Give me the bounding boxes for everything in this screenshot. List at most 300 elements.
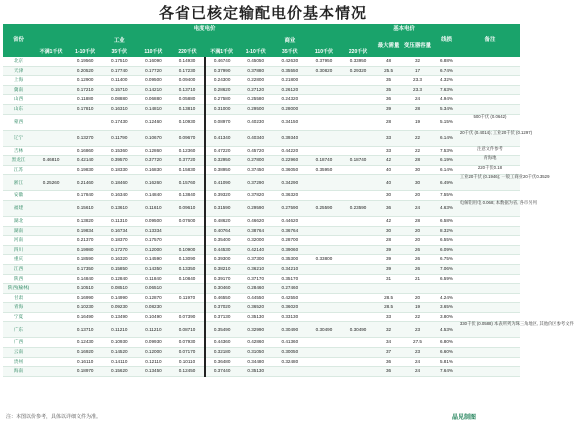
commerce-price-cell: 0.23590 (341, 200, 375, 216)
commerce-price-cell: 0.28000 (273, 104, 307, 114)
price-table (3, 24, 574, 377)
commerce-price-cell (307, 284, 341, 294)
max-demand-cell: 25.5 (375, 66, 402, 76)
commerce-price-cell (307, 226, 341, 236)
commerce-price-cell: 0.28460 (239, 284, 273, 294)
industry-price-cell: 0.11210 (102, 322, 136, 338)
industry-price-cell: 0.16490 (68, 312, 102, 322)
commerce-price-cell: 0.38210 (205, 264, 239, 274)
line-loss-cell: 3.80% (433, 312, 460, 322)
commerce-price-cell: 0.37020 (205, 303, 239, 313)
industry-price-cell: 0.07390 (170, 312, 204, 322)
industry-price-cell: 0.11840 (136, 274, 170, 284)
transformer-capacity-cell: 23.3 (402, 85, 433, 95)
remark-cell (460, 303, 520, 313)
commerce-price-cell: 0.45720 (239, 146, 273, 156)
commerce-price-cell: 0.37290 (239, 175, 273, 191)
commerce-price-cell: 0.40230 (239, 114, 273, 130)
max-demand-cell: 30 (375, 191, 402, 201)
transformer-capacity-cell: 24 (402, 200, 433, 216)
province-cell: 广东 (3, 322, 34, 338)
province-cell: 海南 (3, 367, 34, 377)
commerce-price-cell: 0.44220 (273, 146, 307, 156)
industry-price-cell: 0.18590 (68, 255, 102, 265)
commerce-price-cell (341, 255, 375, 265)
table-row (3, 264, 520, 274)
table-body (3, 57, 574, 376)
commerce-price-cell (307, 130, 341, 146)
commerce-price-cell (341, 165, 375, 175)
max-demand-cell: 28 (375, 114, 402, 130)
line-loss-cell: 6.75% (433, 255, 460, 265)
transformer-capacity-cell: 24 (402, 367, 433, 377)
commerce-price-cell: 0.27800 (239, 156, 273, 166)
remark-cell (460, 57, 520, 66)
industry-price-cell: 0.10900 (170, 245, 204, 255)
province-cell: 冀南 (3, 85, 34, 95)
commerce-price-cell: 0.35950 (307, 165, 341, 175)
max-demand-cell: 39 (375, 264, 402, 274)
line-loss-cell: 8.32% (433, 226, 460, 236)
commerce-price-cell: 0.34480 (239, 357, 273, 367)
commerce-price-cell: 0.39340 (273, 130, 307, 146)
credit: 晶见制图 (452, 415, 477, 421)
line-loss-cell: 5.15% (433, 114, 460, 130)
remark-cell (460, 264, 520, 274)
commerce-price-cell (341, 245, 375, 255)
province-cell: 湖北 (3, 216, 34, 226)
industry-price-cell: 0.14810 (136, 104, 170, 114)
industry-price-cell (34, 76, 68, 86)
commerce-price-cell: 0.39320 (205, 191, 239, 201)
commerce-price-cell (341, 114, 375, 130)
commerce-price-cell: 0.40340 (239, 130, 273, 146)
header-province: 省份 (3, 24, 34, 57)
industry-price-cell: 0.42140 (68, 156, 102, 166)
industry-price-cell: 0.13334 (136, 226, 170, 236)
transformer-capacity-cell: 23.3 (402, 76, 433, 86)
table-row (3, 322, 520, 338)
industry-price-cell (34, 216, 68, 226)
remark-cell (460, 85, 520, 95)
commerce-price-cell (341, 216, 375, 226)
max-demand-cell: 36 (375, 357, 402, 367)
commerce-price-cell (341, 85, 375, 95)
industry-price-cell: 0.09670 (170, 130, 204, 146)
commerce-price-cell: 0.22960 (273, 156, 307, 166)
industry-price-cell: 0.06510 (136, 284, 170, 294)
industry-price-cell (68, 114, 102, 130)
commerce-price-cell (341, 367, 375, 377)
commerce-price-cell (341, 303, 375, 313)
table-row (3, 165, 520, 175)
table-row (3, 146, 520, 156)
transformer-capacity-cell: 26 (402, 264, 433, 274)
industry-price-cell (34, 255, 68, 265)
line-loss-cell: 6.80% (433, 338, 460, 348)
commerce-price-cell (341, 104, 375, 114)
table-row (3, 245, 520, 255)
header-line-loss: 线损 (433, 24, 460, 57)
industry-price-cell: 0.17350 (68, 264, 102, 274)
commerce-price-cell: 0.27120 (239, 85, 273, 95)
commerce-price-cell (307, 216, 341, 226)
industry-price-cell: 0.37720 (170, 156, 204, 166)
remark-cell (460, 348, 520, 358)
commerce-price-cell: 0.24320 (273, 95, 307, 105)
remark-cell: 工业20千伏 (0.1946); 一般工商业20千伏0.3529 (460, 175, 520, 191)
table-row (3, 175, 520, 191)
industry-price-cell: 0.12360 (170, 146, 204, 156)
transformer-capacity-cell: 28 (402, 104, 433, 114)
industry-price-cell: 0.11970 (170, 293, 204, 303)
commerce-price-cell (341, 274, 375, 284)
table-row (3, 216, 520, 226)
max-demand-cell: 42 (375, 156, 402, 166)
industry-price-cell: 0.19980 (68, 245, 102, 255)
remark-cell (460, 66, 520, 76)
transformer-capacity-cell: 20 (402, 293, 433, 303)
province-cell: 山西 (3, 95, 34, 105)
commerce-price-cell: 0.30490 (341, 322, 375, 338)
province-cell: 浙江 (3, 175, 34, 191)
max-demand-cell: 40 (375, 175, 402, 191)
industry-price-cell (34, 200, 68, 216)
commerce-price-cell: 0.36050 (273, 165, 307, 175)
max-demand-cell: 35 (375, 76, 402, 86)
table-row (3, 293, 520, 303)
commerce-price-cell (341, 338, 375, 348)
table-row (3, 274, 520, 284)
table-row (3, 57, 520, 66)
commerce-price-cell: 0.29590 (239, 200, 273, 216)
industry-price-cell: 0.13090 (170, 255, 204, 265)
industry-price-cell (170, 303, 204, 313)
commerce-price-cell: 0.25590 (307, 200, 341, 216)
commerce-price-cell: 0.46620 (239, 216, 273, 226)
industry-price-cell: 0.18460 (102, 175, 136, 191)
commerce-price-cell: 0.22800 (239, 76, 273, 86)
industry-price-cell: 0.17810 (68, 104, 102, 114)
commerce-price-cell (307, 175, 341, 191)
industry-price-cell: 0.17270 (102, 245, 136, 255)
industry-price-cell: 0.11610 (136, 200, 170, 216)
industry-price-cell (34, 165, 68, 175)
remark-cell: 330千伏 (0.0588) 本表所列为珠三角地区, 其他价区参考文件 (460, 322, 520, 338)
industry-price-cell: 0.17840 (68, 191, 102, 201)
commerce-price-cell: 0.29500 (239, 104, 273, 114)
line-loss-cell: 6.09% (433, 245, 460, 255)
commerce-price-cell (307, 146, 341, 156)
commerce-price-cell: 0.32000 (239, 236, 273, 246)
table-row (3, 200, 520, 216)
transformer-capacity-cell: 28 (402, 216, 433, 226)
commerce-price-cell (307, 338, 341, 348)
commerce-price-cell: 0.40764 (205, 226, 239, 236)
commerce-price-cell: 0.42140 (239, 245, 273, 255)
commerce-price-cell: 0.26120 (273, 85, 307, 95)
industry-price-cell (34, 130, 68, 146)
commerce-price-cell: 0.30820 (307, 66, 341, 76)
transformer-capacity-cell: 30 (402, 175, 433, 191)
industry-price-cell: 0.09400 (170, 76, 204, 86)
industry-price-cell: 0.11880 (68, 95, 102, 105)
commerce-price-cell (307, 191, 341, 201)
remark-cell: 注意文件参考 (460, 146, 520, 156)
province-cell: 贵州 (3, 357, 34, 367)
header-industry: 工业 (34, 36, 205, 47)
industry-price-cell: 0.16260 (136, 175, 170, 191)
industry-price-cell: 0.12430 (68, 338, 102, 348)
industry-price-cell: 0.05880 (170, 95, 204, 105)
commerce-price-cell: 0.18740 (341, 156, 375, 166)
industry-price-cell: 0.11790 (102, 130, 136, 146)
industry-price-cell: 0.10670 (136, 130, 170, 146)
industry-price-cell: 0.17720 (136, 66, 170, 76)
commerce-price-cell: 0.28620 (205, 85, 239, 95)
max-demand-cell: 36 (375, 95, 402, 105)
industry-price-cell: 0.14840 (68, 274, 102, 284)
industry-price-cell (34, 322, 68, 338)
max-demand-cell (375, 284, 402, 294)
industry-price-cell: 0.17230 (170, 66, 204, 76)
commerce-price-cell (341, 312, 375, 322)
industry-price-cell (34, 357, 68, 367)
industry-price-cell (34, 312, 68, 322)
commerce-price-cell (341, 226, 375, 236)
industry-price-cell: 0.12900 (68, 76, 102, 86)
commerce-price-cell (307, 274, 341, 284)
transformer-capacity-cell: 28 (402, 156, 433, 166)
commerce-price-cell (307, 85, 341, 95)
industry-price-cell (34, 284, 68, 294)
line-loss-cell: 3.65% (433, 303, 460, 313)
commerce-price-cell: 0.34290 (273, 175, 307, 191)
industry-price-cell: 0.12000 (136, 245, 170, 255)
industry-price-cell (34, 264, 68, 274)
commerce-price-cell: 0.31590 (205, 200, 239, 216)
max-demand-cell: 31 (375, 274, 402, 284)
province-cell: 江西 (3, 264, 34, 274)
industry-price-cell: 0.14590 (136, 255, 170, 265)
industry-price-cell: 0.16990 (68, 293, 102, 303)
header-basic-price: 基本电价 (375, 24, 433, 36)
transformer-capacity-cell: 26 (402, 245, 433, 255)
province-cell: 天津 (3, 66, 34, 76)
industry-price-cell: 0.17740 (102, 66, 136, 76)
remark-cell (460, 293, 520, 303)
industry-price-cell: 0.14990 (102, 293, 136, 303)
commerce-price-cell (307, 114, 341, 130)
industry-price-cell: 0.13710 (68, 322, 102, 338)
commerce-price-cell (341, 357, 375, 367)
industry-price-cell: 0.10840 (170, 274, 204, 284)
table-row (3, 236, 520, 246)
transformer-capacity-cell: 20 (402, 226, 433, 236)
industry-price-cell: 0.13710 (170, 85, 204, 95)
remark-cell (460, 76, 520, 86)
industry-price-cell (34, 303, 68, 313)
commerce-price-cell: 0.18740 (307, 156, 341, 166)
industry-price-cell: 0.13820 (68, 216, 102, 226)
commerce-price-cell: 0.44360 (205, 338, 239, 348)
industry-price-cell: 0.16110 (68, 357, 102, 367)
commerce-price-cell: 0.30050 (273, 348, 307, 358)
table-row (3, 226, 520, 236)
max-demand-cell: 39 (375, 255, 402, 265)
commerce-price-cell (341, 146, 375, 156)
commerce-price-cell (341, 130, 375, 146)
remark-cell: 500千伏 (0.0642) (460, 114, 520, 130)
transformer-capacity-cell: 24 (402, 357, 433, 367)
max-demand-cell: 42 (375, 216, 402, 226)
transformer-capacity-cell: 17 (402, 66, 433, 76)
commerce-price-cell: 0.42860 (239, 338, 273, 348)
industry-price-cell: 0.09230 (102, 303, 136, 313)
line-loss-cell: 4.24% (433, 293, 460, 303)
commerce-price-cell: 0.42630 (273, 57, 307, 66)
transformer-capacity-cell: 20 (402, 191, 433, 201)
transformer-capacity-cell: 23 (402, 348, 433, 358)
industry-price-cell (34, 226, 68, 236)
industry-price-cell (34, 274, 68, 284)
commerce-price-cell: 0.37300 (239, 255, 273, 265)
commerce-price-cell (341, 95, 375, 105)
commerce-price-cell: 0.37170 (239, 274, 273, 284)
remark-cell (460, 357, 520, 367)
commerce-price-cell: 0.37990 (205, 66, 239, 76)
commerce-price-cell: 0.36320 (273, 191, 307, 201)
max-demand-cell: 28 (375, 236, 402, 246)
table-row (3, 338, 520, 348)
industry-price-cell (34, 66, 68, 76)
commerce-price-cell (307, 76, 341, 86)
industry-price-cell: 0.10510 (68, 284, 102, 294)
industry-price-cell: 0.15710 (102, 85, 136, 95)
commerce-price-cell: 0.28700 (273, 236, 307, 246)
province-cell: 北京 (3, 57, 34, 66)
province-cell: 江苏 (3, 165, 34, 175)
table-row (3, 303, 520, 313)
commerce-price-cell: 0.34210 (273, 264, 307, 274)
max-demand-cell: 35 (375, 85, 402, 95)
commerce-price-cell: 0.32180 (205, 348, 239, 358)
remark-cell (460, 95, 520, 105)
max-demand-cell: 34 (375, 338, 402, 348)
industry-price-cell: 0.16320 (102, 255, 136, 265)
commerce-price-cell (307, 293, 341, 303)
commerce-price-cell: 0.31000 (205, 104, 239, 114)
industry-price-cell (34, 293, 68, 303)
commerce-price-cell: 0.27580 (205, 95, 239, 105)
industry-price-cell: 0.10230 (68, 303, 102, 313)
commerce-price-cell (307, 367, 341, 377)
table-header (3, 24, 520, 57)
industry-price-cell (34, 348, 68, 358)
industry-price-cell (170, 226, 204, 236)
commerce-price-cell: 0.39300 (205, 255, 239, 265)
header-remarks: 备注 (460, 24, 520, 57)
remark-cell (460, 367, 520, 377)
commerce-price-cell: 0.34150 (273, 114, 307, 130)
commerce-price-cell: 0.35130 (239, 312, 273, 322)
remark-cell (460, 191, 520, 201)
industry-price-cell: 0.08230 (136, 303, 170, 313)
industry-price-cell: 0.09930 (136, 338, 170, 348)
province-cell: 吉林 (3, 146, 34, 156)
header-voltage: 1-10千伏 (239, 47, 273, 57)
line-loss-cell: 4.94% (433, 95, 460, 105)
commerce-price-cell: 0.21800 (273, 76, 307, 86)
line-loss-cell: 6.49% (433, 175, 460, 191)
transformer-capacity-cell: 27.5 (402, 338, 433, 348)
industry-price-cell: 0.19560 (68, 57, 102, 66)
max-demand-cell: 40 (375, 165, 402, 175)
commerce-price-cell (341, 236, 375, 246)
industry-price-cell: 0.12000 (136, 348, 170, 358)
max-demand-cell: 28.5 (375, 293, 402, 303)
header-voltage: 110千伏 (307, 47, 341, 57)
table-row (3, 367, 520, 377)
header-voltage: 220千伏 (170, 47, 204, 57)
industry-price-cell: 0.17210 (68, 85, 102, 95)
province-cell: 青海 (3, 303, 34, 313)
header-voltage: 35千伏 (273, 47, 307, 57)
commerce-price-cell (307, 357, 341, 367)
industry-price-cell: 0.13610 (102, 200, 136, 216)
industry-price-cell: 0.19830 (68, 165, 102, 175)
line-loss-cell: 7.55% (433, 191, 460, 201)
industry-price-cell: 0.17570 (136, 236, 170, 246)
remark-cell (460, 338, 520, 348)
commerce-price-cell: 0.47220 (205, 146, 239, 156)
header-electricity-price: 电度电价 (34, 24, 375, 36)
industry-price-cell: 0.14110 (102, 357, 136, 367)
commerce-price-cell: 0.37450 (239, 165, 273, 175)
industry-price-cell (34, 367, 68, 377)
industry-price-cell: 0.12870 (136, 293, 170, 303)
industry-price-cell: 0.13350 (170, 264, 204, 274)
industry-price-cell: 0.12460 (136, 114, 170, 130)
max-demand-cell: 48 (375, 57, 402, 66)
industry-price-cell: 0.07170 (170, 348, 204, 358)
header-max-demand: 最大需量 (375, 36, 402, 57)
commerce-price-cell (341, 293, 375, 303)
transformer-capacity-cell: 22 (402, 146, 433, 156)
industry-price-cell (34, 95, 68, 105)
table-row (3, 255, 520, 265)
industry-price-cell: 0.21370 (68, 236, 102, 246)
commerce-price-cell (307, 312, 341, 322)
transformer-capacity-cell: 19 (402, 114, 433, 130)
industry-price-cell: 0.08510 (102, 284, 136, 294)
commerce-price-cell: 0.36520 (239, 303, 273, 313)
commerce-price-cell: 0.35550 (273, 66, 307, 76)
commerce-price-cell: 0.41340 (205, 130, 239, 146)
table-row (3, 104, 520, 114)
line-loss-cell: 7.63% (433, 85, 460, 95)
commerce-price-cell: 0.32950 (205, 156, 239, 166)
line-loss-cell: 6.14% (433, 165, 460, 175)
line-loss-cell: 6.58% (433, 216, 460, 226)
commerce-price-cell: 0.37130 (205, 312, 239, 322)
commerce-price-cell: 0.35490 (205, 322, 239, 338)
commerce-price-cell: 0.31050 (239, 348, 273, 358)
industry-price-cell: 0.19834 (68, 226, 102, 236)
industry-price-cell: 0.13450 (136, 367, 170, 377)
province-cell: 湖南 (3, 226, 34, 236)
industry-price-cell (34, 104, 68, 114)
